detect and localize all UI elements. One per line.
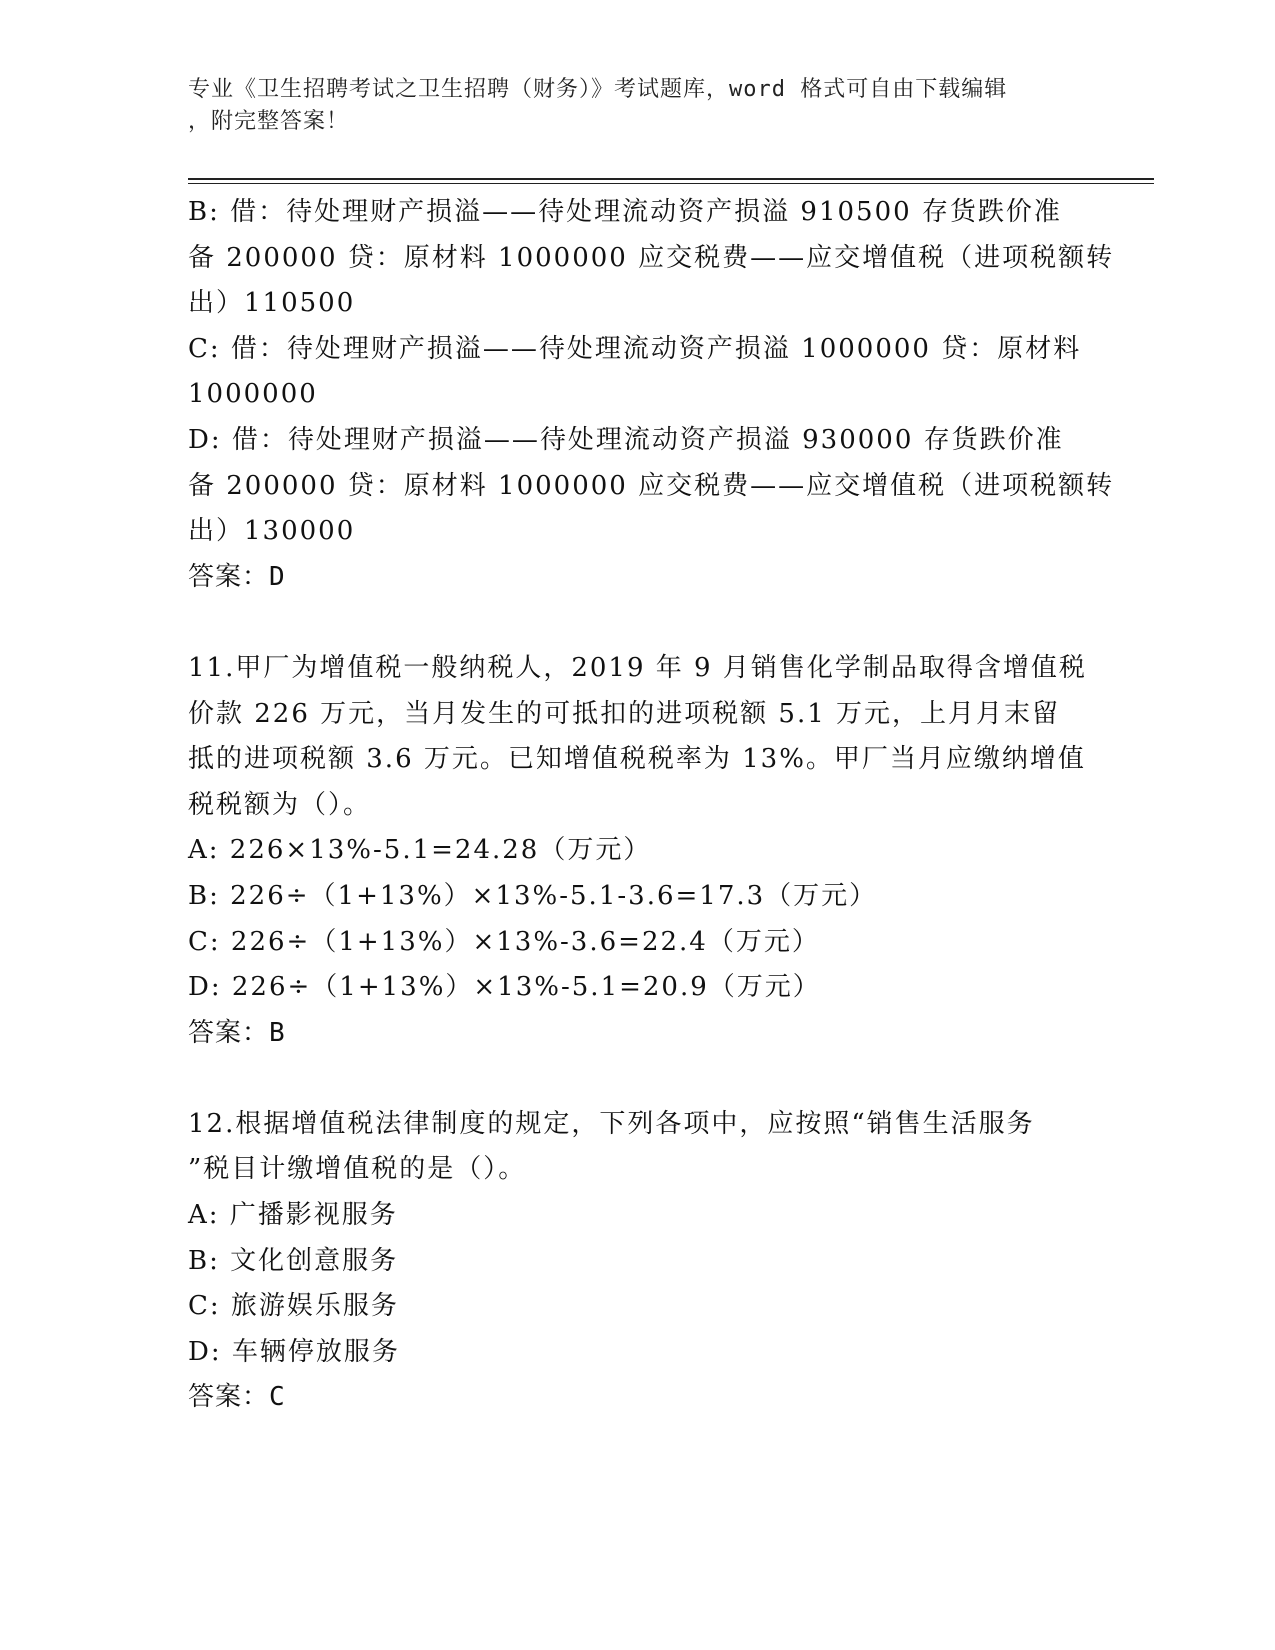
document-body — [188, 190, 1115, 1421]
header-rule-top — [188, 178, 1154, 180]
option-b-line-1: B: 借：待处理财产损溢——待处理流动资产损溢 910500 存货跌价准 — [188, 197, 1062, 227]
answer-line — [188, 1375, 1088, 1421]
question-stem-line-1: 11.甲厂为增值税一般纳税人，2019 年 9 月销售化学制品取得含增值税 — [188, 652, 1087, 683]
option-a: A: 226×13%-5.1=24.28（万元） — [188, 835, 652, 866]
option-d-line-3: 出）130000 — [188, 516, 356, 547]
answer-label: 答案： — [188, 1017, 270, 1048]
answer-label: 答案： — [188, 561, 270, 592]
option-d: D: 车辆停放服务 — [188, 1336, 400, 1367]
answer-line — [188, 1011, 1088, 1057]
option-b-line-3: 出）110500 — [188, 288, 356, 319]
option-c: C: 226÷（1+13%）×13%-3.6=22.4（万元） — [188, 926, 820, 957]
question-stem-line-2: ”税目计缴增值税的是（）。 — [188, 1154, 527, 1185]
option-c-line-1: C: 借：待处理财产损溢——待处理流动资产损溢 1000000 贷：原材料 — [188, 333, 1082, 364]
option-c: C: 旅游娱乐服务 — [188, 1291, 399, 1322]
option-b: B: 文化创意服务 — [188, 1245, 399, 1276]
answer-label: 答案： — [188, 1382, 270, 1413]
question-stem-line-2: 价款 226 万元，当月发生的可抵扣的进项税额 5.1 万元，上月月末留 — [188, 698, 1061, 729]
answer-line — [188, 555, 1088, 601]
answer-value: D — [269, 561, 286, 592]
option-b-line-2: 备 200000 贷：原材料 1000000 应交税费——应交增值税（进项税额转 — [188, 242, 1115, 273]
spacer — [188, 600, 1088, 646]
option-b: B: 226÷（1+13%）×13%-5.1-3.6=17.3（万元） — [188, 880, 878, 911]
answer-value: B — [269, 1017, 286, 1048]
header-rule-bottom — [188, 183, 1154, 184]
question-10-tail — [188, 190, 1115, 600]
header-line-1: 专业《卫生招聘考试之卫生招聘（财务）》考试题库，word 格式可自由下载编辑 — [188, 77, 1008, 102]
option-c-line-2: 1000000 — [188, 379, 318, 410]
header-line-2: ，附完整答案！ — [188, 109, 350, 134]
question-stem-line-1: 12.根据增值税法律制度的规定，下列各项中，应按照“销售生活服务 — [188, 1108, 1035, 1139]
question-12 — [188, 1102, 1088, 1421]
option-a: A: 广播影视服务 — [188, 1200, 398, 1231]
question-11 — [188, 646, 1088, 1056]
spacer — [188, 1056, 1088, 1102]
option-d: D: 226÷（1+13%）×13%-5.1=20.9（万元） — [188, 972, 821, 1003]
option-d-line-2: 备 200000 贷：原材料 1000000 应交税费——应交增值税（进项税额转 — [188, 470, 1115, 501]
question-stem-line-3: 抵的进项税额 3.6 万元。已知增值税税率为 13%。甲厂当月应缴纳增值 — [188, 744, 1086, 775]
option-d-line-1: D: 借：待处理财产损溢——待处理流动资产损溢 930000 存货跌价准 — [188, 424, 1064, 455]
question-stem-line-4: 税税额为（）。 — [188, 789, 372, 820]
document-header — [188, 74, 1068, 138]
answer-value: C — [269, 1382, 286, 1413]
